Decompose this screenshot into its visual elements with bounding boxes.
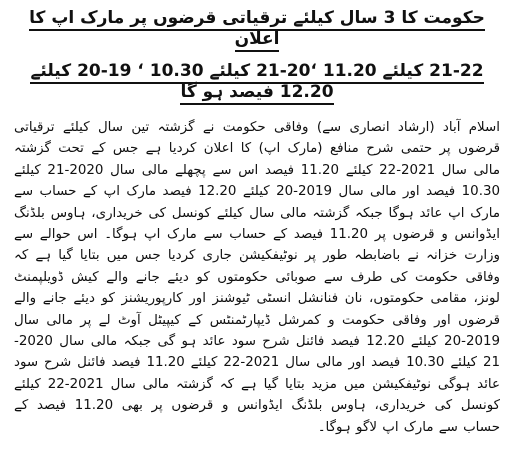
headline-secondary bbox=[14, 61, 500, 104]
article-body: اسلام آباد (ارشاد انصاری سے) وفاقی حکومت نے گزشتہ تین سال کیلئے ترقیاتی قرضوں پر حتمی شرح منافع (مارک اپ) کا اعلان کردیا ہے جس کے تحت گزشتہ مالی سال 2021-22 کیلئے 11.20 فیصد اس سے پچھلے مالی سال 2020-21 کیلئے 10.30 فیصد اور مالی سال 2019-20 کیلئے 12.20 فیصد مارک اپ کے حساب سے مارک اپ عائد ہوگا جبکہ گزشتہ مالی سال کیلئے کونسل کی خریداری، ہاوس بلڈنگ ایڈوانس و قرضوں پر 11.20 فیصد کے حساب سے مارک اپ ہوگا۔ اس حوالے سے وزارت خزانہ نے باضابطہ طور پر نوٹیفکیشن جاری کردیا جس میں بتایا گیا ہے کہ وفاقی حکومت کی طرف سے صوبائی حکومتوں کو دیئے جانے والے کیش ڈویلپمنٹ لونز، مقامی حکومتوں، نان فنانشل انسٹی ٹیوشنز اور کارپوریشنز کو دیئے جانے والے قرضوں اور وفاقی حکومت و کمرشل ڈیپارٹمنٹس کے کیپیٹل آوٹ لے پر مالی سال 2019-20 کیلئے 12.20 فیصد فائنل شرح سود عائد ہو گی جبکہ مالی سال 2020-21 کیلئے 10.30 فیصد اور مالی سال 2021-22 کیلئے 11.20 فیصد فائنل شرح سود عائد ہوگی نوٹیفکیشن میں مزید بتایا گیا ہے کہ گزشتہ مالی سال 2021-22 کیلئے کونسل کی خریداری، ہاوس بلڈنگ ایڈوانس و قرضوں پر بھی 11.20 فیصد کے حساب سے مارک اپ لاگو ہوگا۔ bbox=[14, 120, 501, 435]
headline-secondary-text: 21-22 کیلئے 11.20 ‘20-21 کیلئے 10.30 ‘ 19-20 کیلئے 12.20 فیصد ہو گا bbox=[30, 61, 483, 105]
headline-primary bbox=[14, 8, 500, 51]
headline-primary-text: حکومت کا 3 سال کیلئے ترقیاتی قرضوں پر مارک اپ کا اعلان bbox=[29, 8, 485, 52]
